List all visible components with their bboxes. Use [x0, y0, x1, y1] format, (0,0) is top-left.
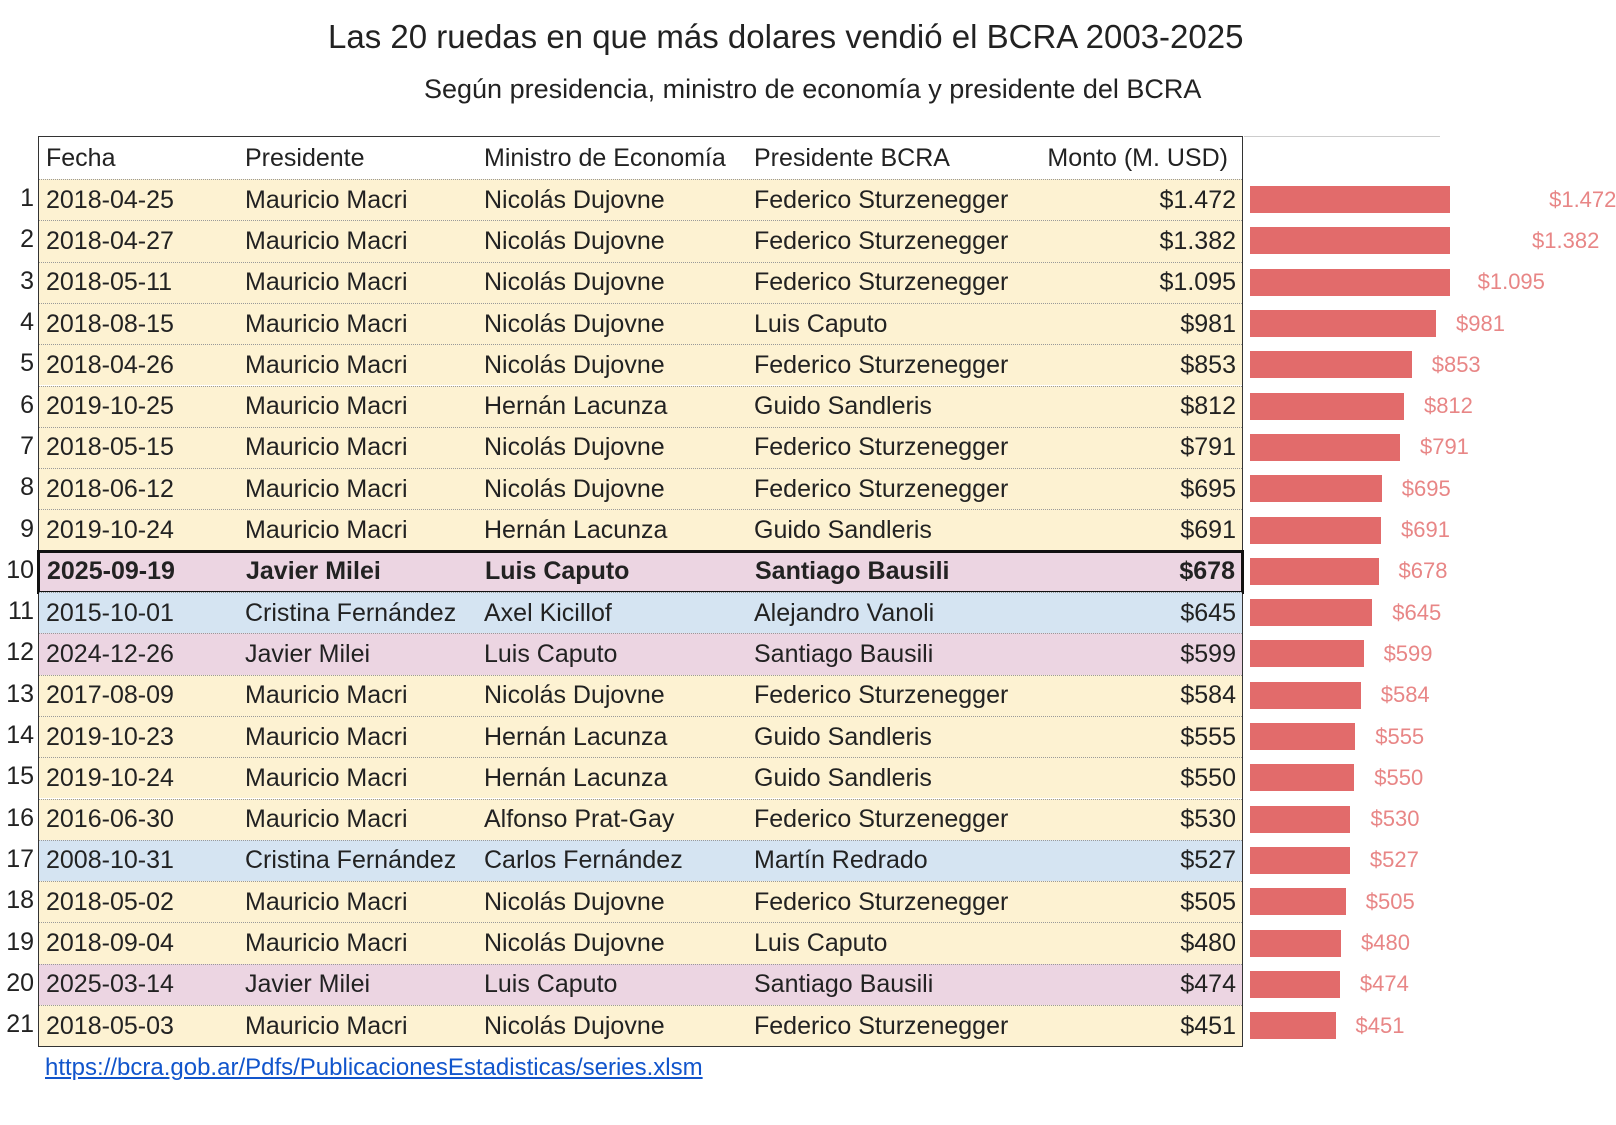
- cell-presidente: Javier Milei: [246, 557, 381, 586]
- cell-presidente: Mauricio Macri: [245, 516, 408, 545]
- bar-label: $527: [1369, 847, 1419, 873]
- row-number: 9: [20, 514, 34, 543]
- cell-monto: $505: [1180, 887, 1236, 916]
- cell-ministro: Nicolás Dujovne: [484, 309, 665, 338]
- cell-ministro: Nicolás Dujovne: [484, 887, 665, 916]
- cell-fecha: 2018-08-15: [46, 309, 174, 338]
- row-number: 14: [6, 721, 34, 750]
- bar: [1250, 434, 1400, 461]
- row-number: 11: [8, 597, 34, 626]
- bar-label: $691: [1401, 517, 1450, 543]
- bar-label: $1.382: [1532, 227, 1600, 253]
- cell-fecha: 2019-10-24: [46, 763, 174, 792]
- cell-presidente-bcra: Santiago Bausili: [754, 639, 934, 668]
- cell-ministro: Nicolás Dujovne: [484, 929, 665, 958]
- cell-presidente: Mauricio Macri: [245, 433, 408, 462]
- cell-monto: $853: [1180, 350, 1236, 379]
- row-number: 13: [6, 679, 34, 708]
- cell-monto: $550: [1180, 763, 1236, 792]
- row-number: 4: [20, 308, 34, 337]
- cell-presidente-bcra: Martín Redrado: [754, 846, 928, 875]
- cell-fecha: 2015-10-01: [46, 598, 174, 627]
- table-row: [39, 344, 1242, 385]
- cell-presidente: Mauricio Macri: [245, 929, 408, 958]
- cell-monto: $1.382: [1159, 226, 1236, 255]
- bar: [1250, 310, 1436, 337]
- bar: [1250, 393, 1404, 420]
- cell-fecha: 2018-09-04: [46, 929, 174, 958]
- column-header-ministro: Ministro de Economía: [484, 143, 726, 172]
- bar: [1250, 888, 1346, 915]
- table-row: [39, 1005, 1242, 1046]
- cell-monto: $645: [1180, 598, 1236, 627]
- cell-presidente-bcra: Federico Sturzenegger: [754, 226, 1009, 255]
- cell-ministro: Axel Kicillof: [484, 598, 612, 627]
- bar: [1250, 723, 1355, 750]
- table-row: [39, 840, 1242, 881]
- cell-fecha: 2017-08-09: [46, 681, 174, 710]
- row-number: 15: [6, 762, 34, 791]
- cell-monto: $527: [1180, 846, 1236, 875]
- cell-ministro: Hernán Lacunza: [484, 722, 668, 751]
- bar-label: $853: [1431, 351, 1481, 377]
- cell-monto: $791: [1180, 433, 1236, 462]
- cell-ministro: Nicolás Dujovne: [484, 268, 665, 297]
- row-number: 10: [6, 555, 34, 584]
- cell-ministro: Hernán Lacunza: [484, 392, 668, 421]
- cell-ministro: Nicolás Dujovne: [484, 185, 665, 214]
- bar-label: $695: [1401, 475, 1451, 501]
- bar-label: $451: [1355, 1012, 1405, 1038]
- cell-ministro: Luis Caputo: [484, 639, 618, 668]
- cell-fecha: 2024-12-26: [46, 639, 174, 668]
- table-row: [39, 386, 1242, 427]
- bar: [1250, 351, 1412, 378]
- row-number: 5: [20, 349, 34, 378]
- row-number: 6: [20, 390, 34, 419]
- cell-fecha: 2018-04-27: [46, 226, 174, 255]
- column-header-monto: Monto (M. USD): [1047, 143, 1228, 172]
- cell-monto: $474: [1180, 970, 1236, 999]
- cell-presidente-bcra: Guido Sandleris: [754, 722, 932, 751]
- cell-presidente: Cristina Fernández: [245, 846, 457, 875]
- table-row: [39, 633, 1242, 674]
- cell-presidente-bcra: Federico Sturzenegger: [754, 268, 1009, 297]
- cell-ministro: Luis Caputo: [485, 557, 630, 586]
- row-number: 18: [6, 886, 34, 915]
- table-row: [39, 468, 1242, 509]
- cell-presidente-bcra: Alejandro Vanoli: [754, 598, 935, 627]
- bar: [1250, 806, 1350, 833]
- bar-chart: [1244, 136, 1616, 1047]
- bar-label: $480: [1361, 930, 1410, 956]
- cell-presidente-bcra: Federico Sturzenegger: [754, 805, 1009, 834]
- cell-ministro: Nicolás Dujovne: [484, 1011, 665, 1040]
- table-row: [39, 922, 1242, 963]
- cell-fecha: 2016-06-30: [46, 805, 174, 834]
- column-header-presidente-bcra: Presidente BCRA: [754, 143, 950, 172]
- cell-ministro: Nicolás Dujovne: [484, 681, 665, 710]
- cell-monto: $981: [1180, 309, 1236, 338]
- bar: [1250, 682, 1361, 709]
- bar: [1250, 847, 1350, 874]
- cell-presidente-bcra: Luis Caputo: [754, 309, 888, 338]
- cell-presidente-bcra: Guido Sandleris: [754, 763, 932, 792]
- chart-title: Las 20 ruedas en que más dolares vendió el BCRA 2003-2025: [328, 18, 1244, 55]
- chart-subtitle: Según presidencia, ministro de economía y presidente del BCRA: [424, 74, 1202, 104]
- bar-label: $678: [1398, 558, 1448, 584]
- cell-presidente-bcra: Santiago Bausili: [754, 970, 934, 999]
- table-row: [39, 427, 1242, 468]
- cell-presidente: Javier Milei: [245, 970, 371, 999]
- bar-label: $1.472: [1549, 186, 1616, 212]
- row-number: 12: [6, 638, 34, 667]
- cell-fecha: 2019-10-24: [46, 516, 174, 545]
- table-row: [39, 262, 1242, 303]
- table-row: [39, 757, 1242, 798]
- cell-presidente: Mauricio Macri: [245, 350, 408, 379]
- table-row: [39, 303, 1242, 344]
- cell-fecha: 2018-04-25: [46, 185, 174, 214]
- bar: [1250, 475, 1382, 502]
- cell-ministro: Carlos Fernández: [484, 846, 683, 875]
- cell-fecha: 2018-04-26: [46, 350, 174, 379]
- cell-presidente-bcra: Luis Caputo: [754, 929, 888, 958]
- bar: [1250, 558, 1379, 585]
- bar: [1250, 517, 1381, 544]
- bar-label: $1.095: [1477, 269, 1545, 295]
- cell-presidente-bcra: Federico Sturzenegger: [754, 474, 1009, 503]
- cell-presidente-bcra: Federico Sturzenegger: [754, 433, 1009, 462]
- cell-presidente-bcra: Federico Sturzenegger: [754, 1011, 1009, 1040]
- bar: [1250, 971, 1340, 998]
- cell-presidente: Mauricio Macri: [245, 681, 408, 710]
- cell-presidente: Mauricio Macri: [245, 805, 408, 834]
- cell-monto: $584: [1180, 681, 1236, 710]
- cell-fecha: 2025-03-14: [46, 970, 174, 999]
- cell-monto: $480: [1180, 929, 1236, 958]
- cell-fecha: 2019-10-25: [46, 392, 174, 421]
- column-header-fecha: Fecha: [46, 143, 116, 172]
- row-number: 1: [20, 184, 34, 213]
- bar-label: $645: [1392, 599, 1442, 625]
- row-number: 8: [20, 473, 34, 502]
- cell-monto: $678: [1179, 557, 1235, 586]
- cell-presidente-bcra: Federico Sturzenegger: [754, 681, 1009, 710]
- bar: [1250, 640, 1364, 667]
- bar: [1250, 1012, 1336, 1039]
- cell-fecha: 2018-05-02: [46, 887, 174, 916]
- bar: [1250, 227, 1450, 254]
- column-header-presidente: Presidente: [245, 143, 365, 172]
- bar-label: $530: [1370, 806, 1420, 832]
- bar-label: $584: [1380, 682, 1430, 708]
- cell-presidente: Mauricio Macri: [245, 392, 408, 421]
- table-row: [39, 509, 1242, 550]
- row-number: 20: [6, 968, 34, 997]
- table-row: [39, 799, 1242, 840]
- cell-presidente: Mauricio Macri: [245, 887, 408, 916]
- bar-label: $981: [1456, 310, 1505, 336]
- bar-label: $474: [1359, 971, 1409, 997]
- cell-ministro: Luis Caputo: [484, 970, 618, 999]
- cell-ministro: Nicolás Dujovne: [484, 350, 665, 379]
- cell-monto: $530: [1180, 805, 1236, 834]
- cell-presidente-bcra: Guido Sandleris: [754, 516, 932, 545]
- row-number: 16: [6, 803, 34, 832]
- bar: [1250, 186, 1450, 213]
- bar: [1250, 269, 1450, 296]
- cell-presidente: Mauricio Macri: [245, 474, 408, 503]
- table-row: [39, 220, 1242, 261]
- cell-presidente: Mauricio Macri: [245, 763, 408, 792]
- bar: [1250, 764, 1354, 791]
- cell-monto: $691: [1180, 516, 1236, 545]
- cell-presidente-bcra: Federico Sturzenegger: [754, 185, 1009, 214]
- cell-ministro: Nicolás Dujovne: [484, 433, 665, 462]
- bar-label: $812: [1423, 393, 1473, 419]
- table-row: [39, 716, 1242, 757]
- bar-label: $555: [1375, 723, 1425, 749]
- cell-fecha: 2025-09-19: [47, 557, 175, 586]
- cell-fecha: 2018-06-12: [46, 474, 174, 503]
- cell-monto: $555: [1180, 722, 1236, 751]
- cell-presidente-bcra: Federico Sturzenegger: [754, 350, 1009, 379]
- cell-presidente: Mauricio Macri: [245, 268, 408, 297]
- cell-presidente: Mauricio Macri: [245, 185, 408, 214]
- cell-ministro: Nicolás Dujovne: [484, 474, 665, 503]
- cell-fecha: 2018-05-15: [46, 433, 174, 462]
- cell-ministro: Alfonso Prat-Gay: [484, 805, 675, 834]
- cell-ministro: Hernán Lacunza: [484, 763, 668, 792]
- cell-presidente: Cristina Fernández: [245, 598, 457, 627]
- row-number: 3: [20, 266, 34, 295]
- table-row: [39, 881, 1242, 922]
- cell-presidente-bcra: Guido Sandleris: [754, 392, 932, 421]
- table-row: [39, 964, 1242, 1005]
- bar: [1250, 930, 1341, 957]
- bar: [1250, 599, 1372, 626]
- source-link[interactable]: https://bcra.gob.ar/Pdfs/PublicacionesEstadisticas/series.xlsm: [45, 1054, 703, 1081]
- cell-presidente-bcra: Santiago Bausili: [755, 557, 950, 586]
- row-number: 19: [6, 927, 34, 956]
- cell-presidente: Mauricio Macri: [245, 722, 408, 751]
- cell-fecha: 2008-10-31: [46, 846, 174, 875]
- row-number: 7: [20, 431, 34, 460]
- table-row: [39, 179, 1242, 220]
- cell-monto: $812: [1180, 392, 1236, 421]
- bar-label: $505: [1365, 888, 1415, 914]
- cell-monto: $599: [1180, 639, 1236, 668]
- cell-monto: $1.472: [1159, 185, 1236, 214]
- cell-presidente-bcra: Federico Sturzenegger: [754, 887, 1009, 916]
- cell-fecha: 2019-10-23: [46, 722, 174, 751]
- cell-presidente: Mauricio Macri: [245, 309, 408, 338]
- cell-presidente: Mauricio Macri: [245, 1011, 408, 1040]
- cell-presidente: Mauricio Macri: [245, 226, 408, 255]
- row-number: 17: [6, 844, 34, 873]
- cell-fecha: 2018-05-03: [46, 1011, 174, 1040]
- table-row: [39, 592, 1242, 633]
- bar-label: $599: [1383, 640, 1433, 666]
- table-header: [39, 137, 1242, 179]
- row-number: 2: [20, 225, 34, 254]
- cell-monto: $1.095: [1159, 268, 1236, 297]
- data-table: [38, 136, 1243, 1047]
- table-row: [39, 675, 1242, 716]
- cell-monto: $695: [1180, 474, 1236, 503]
- bar-label: $550: [1374, 764, 1424, 790]
- cell-ministro: Nicolás Dujovne: [484, 226, 665, 255]
- row-number: 21: [6, 1010, 34, 1039]
- cell-presidente: Javier Milei: [245, 639, 371, 668]
- table-row: [37, 550, 1244, 594]
- bar-label: $791: [1419, 434, 1469, 460]
- cell-monto: $451: [1180, 1011, 1236, 1040]
- cell-ministro: Hernán Lacunza: [484, 516, 668, 545]
- cell-fecha: 2018-05-11: [46, 268, 173, 297]
